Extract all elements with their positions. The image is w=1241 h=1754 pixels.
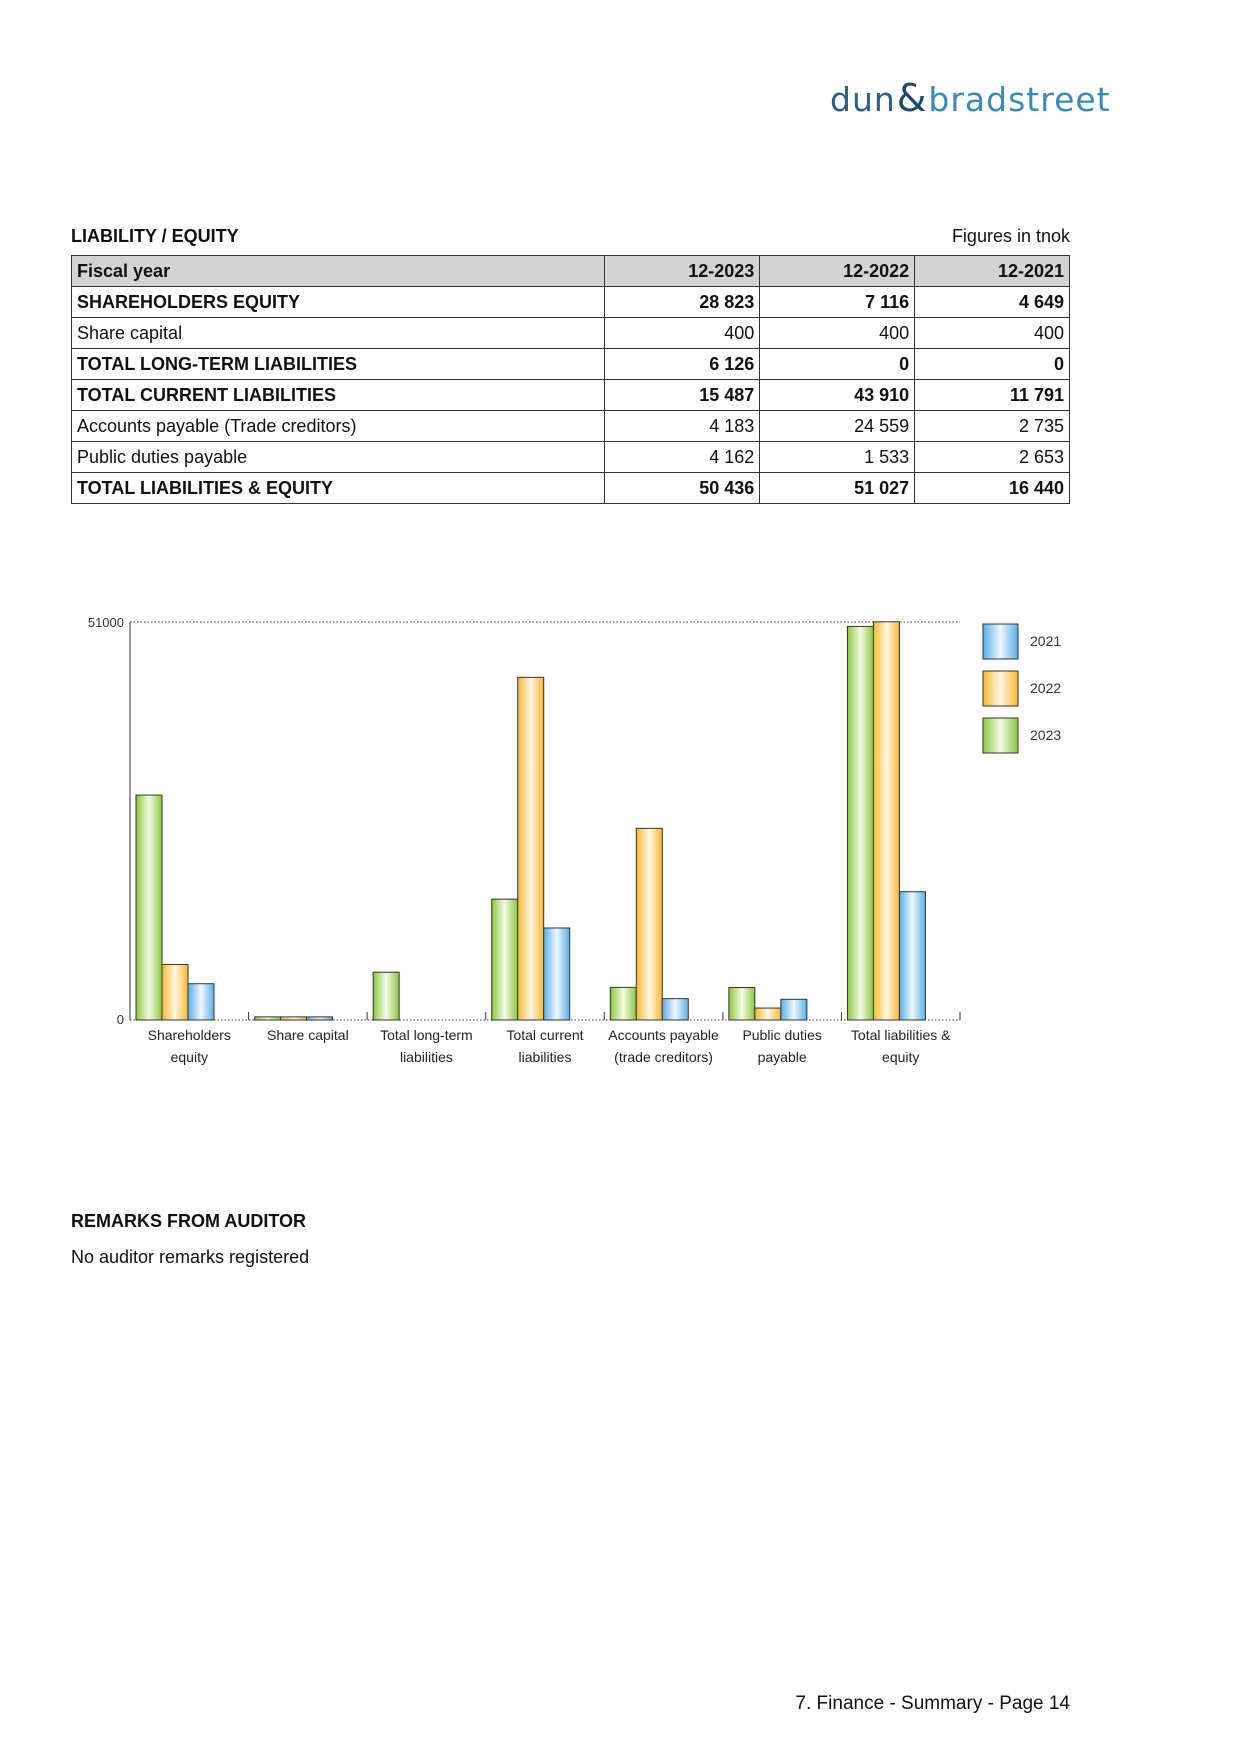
x-category-label: Total long-term bbox=[380, 1027, 473, 1043]
x-category-label: payable bbox=[757, 1049, 807, 1065]
bar-2021 bbox=[781, 999, 807, 1020]
bar-2023 bbox=[729, 988, 755, 1020]
y-tick-label: 51000 bbox=[87, 615, 124, 630]
bar-2023 bbox=[255, 1017, 281, 1020]
row-value: 15 487 bbox=[605, 380, 760, 411]
table-row bbox=[72, 442, 1070, 473]
bar-2021 bbox=[307, 1017, 333, 1020]
row-value: 400 bbox=[605, 318, 760, 349]
row-label: Public duties payable bbox=[72, 442, 605, 473]
bar-2022 bbox=[281, 1017, 307, 1020]
legend-label: 2021 bbox=[1030, 633, 1062, 649]
x-category-label: liabilities bbox=[518, 1049, 572, 1065]
table-header-year: 12-2021 bbox=[915, 256, 1070, 287]
row-label: TOTAL LONG-TERM LIABILITIES bbox=[72, 349, 605, 380]
x-category-label: Accounts payable bbox=[608, 1027, 719, 1043]
bar-2023 bbox=[136, 795, 162, 1020]
remarks-body: No auditor remarks registered bbox=[71, 1247, 310, 1267]
logo-text-dun: dun bbox=[830, 80, 896, 119]
bar-2022 bbox=[755, 1008, 781, 1020]
bar-2022 bbox=[873, 622, 899, 1020]
bar-2022 bbox=[636, 828, 662, 1020]
legend-swatch-2023 bbox=[983, 718, 1018, 753]
bar-2021 bbox=[188, 984, 214, 1020]
liability-equity-table bbox=[71, 255, 1070, 504]
logo-ampersand: & bbox=[896, 76, 928, 120]
row-value: 11 791 bbox=[915, 380, 1070, 411]
row-value: 51 027 bbox=[760, 473, 915, 504]
row-value: 16 440 bbox=[915, 473, 1070, 504]
bar-2021 bbox=[544, 928, 570, 1020]
liability-equity-bar-chart bbox=[70, 610, 1080, 1140]
row-value: 4 162 bbox=[605, 442, 760, 473]
bar-2023 bbox=[610, 987, 636, 1020]
row-value: 400 bbox=[915, 318, 1070, 349]
row-value: 0 bbox=[915, 349, 1070, 380]
row-value: 400 bbox=[760, 318, 915, 349]
legend-label: 2023 bbox=[1030, 727, 1062, 743]
table-row bbox=[72, 380, 1070, 411]
row-label: TOTAL LIABILITIES & EQUITY bbox=[72, 473, 605, 504]
section-title: LIABILITY / EQUITY bbox=[71, 226, 239, 246]
page-footer: 7. Finance - Summary - Page 14 bbox=[795, 1693, 1070, 1714]
bar-2023 bbox=[373, 972, 399, 1020]
table-header-row bbox=[72, 256, 1070, 287]
row-value: 2 735 bbox=[915, 411, 1070, 442]
bar-2023 bbox=[492, 899, 518, 1020]
row-label: Share capital bbox=[72, 318, 605, 349]
bar-2023 bbox=[847, 626, 873, 1020]
row-value: 1 533 bbox=[760, 442, 915, 473]
row-value: 28 823 bbox=[605, 287, 760, 318]
x-category-label: Share capital bbox=[266, 1027, 349, 1043]
row-value: 4 183 bbox=[605, 411, 760, 442]
table-header-label: Fiscal year bbox=[72, 256, 605, 287]
x-category-label: Total liabilities & bbox=[850, 1027, 951, 1043]
x-category-label: (trade creditors) bbox=[614, 1049, 713, 1065]
bar-2022 bbox=[518, 677, 544, 1020]
x-category-label: Public duties bbox=[742, 1027, 822, 1043]
dun-bradstreet-logo bbox=[830, 76, 1111, 124]
table-row bbox=[72, 318, 1070, 349]
row-value: 24 559 bbox=[760, 411, 915, 442]
row-label: TOTAL CURRENT LIABILITIES bbox=[72, 380, 605, 411]
legend-swatch-2021 bbox=[983, 624, 1018, 659]
x-category-label: equity bbox=[170, 1049, 208, 1065]
x-category-label: equity bbox=[882, 1049, 920, 1065]
legend-swatch-2022 bbox=[983, 671, 1018, 706]
table-row bbox=[72, 411, 1070, 442]
row-label: Accounts payable (Trade creditors) bbox=[72, 411, 605, 442]
x-category-label: liabilities bbox=[399, 1049, 453, 1065]
row-value: 6 126 bbox=[605, 349, 760, 380]
table-header-year: 12-2022 bbox=[760, 256, 915, 287]
bar-2022 bbox=[162, 964, 188, 1020]
row-value: 7 116 bbox=[760, 287, 915, 318]
bar-2021 bbox=[899, 892, 925, 1020]
x-category-label: Total current bbox=[506, 1027, 584, 1043]
y-tick-label: 0 bbox=[116, 1012, 124, 1027]
x-category-label: Shareholders bbox=[147, 1027, 231, 1043]
bar-2021 bbox=[662, 999, 688, 1020]
table-header-year: 12-2023 bbox=[605, 256, 760, 287]
row-value: 4 649 bbox=[915, 287, 1070, 318]
row-value: 0 bbox=[760, 349, 915, 380]
figures-note: Figures in tnok bbox=[951, 226, 1070, 246]
row-value: 43 910 bbox=[760, 380, 915, 411]
table-row bbox=[72, 349, 1070, 380]
logo-text-bradstreet: bradstreet bbox=[928, 80, 1111, 119]
table-row bbox=[72, 473, 1070, 504]
row-value: 2 653 bbox=[915, 442, 1070, 473]
remarks-title: REMARKS FROM AUDITOR bbox=[71, 1211, 306, 1231]
row-value: 50 436 bbox=[605, 473, 760, 504]
row-label: SHAREHOLDERS EQUITY bbox=[72, 287, 605, 318]
table-row bbox=[72, 287, 1070, 318]
legend-label: 2022 bbox=[1030, 680, 1062, 696]
